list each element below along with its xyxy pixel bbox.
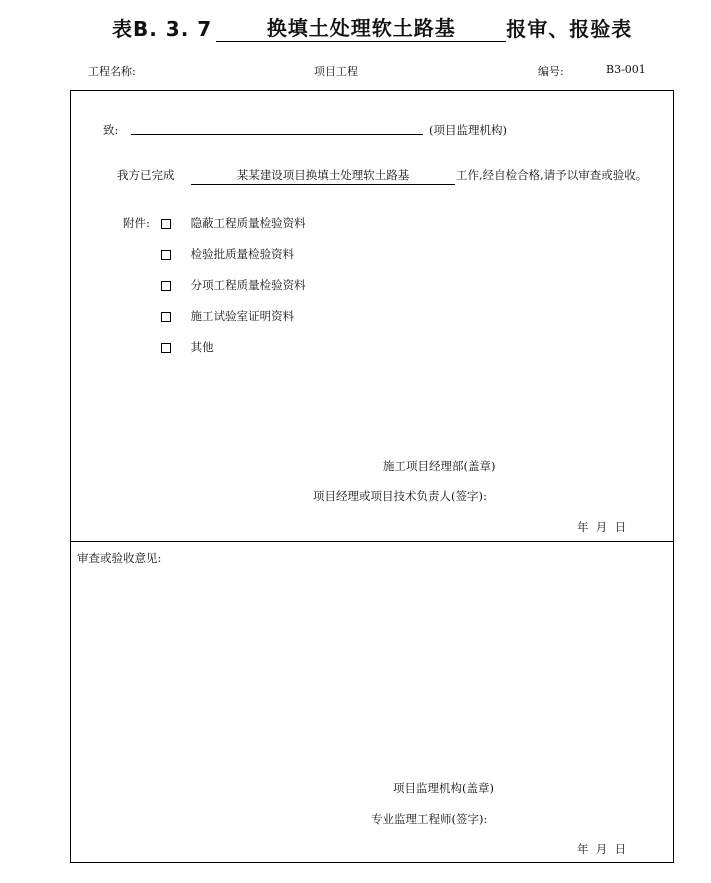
opinion-label: 审查或验收意见: <box>77 551 162 565</box>
supervisor-date: 年 月 日 <box>577 842 627 856</box>
attachment-item-label: 隐蔽工程质量检验资料 <box>190 216 306 230</box>
supervisor-org: 项目监理机构(盖章) <box>393 781 494 795</box>
to-underline[interactable] <box>131 134 423 135</box>
attachment-item[interactable] <box>161 339 214 355</box>
form-title <box>112 12 632 42</box>
form-box <box>70 90 674 863</box>
attachment-item[interactable] <box>161 308 294 324</box>
attachment-item-label: 施工试验室证明资料 <box>190 309 295 323</box>
completed-work: 某某建设项目换填土处理软土路基 <box>191 167 455 185</box>
number-label: 编号: <box>538 65 564 78</box>
completed-suffix: 工作,经自检合格,请予以审查或验收。 <box>456 168 648 182</box>
checkbox-icon[interactable] <box>161 343 171 353</box>
checkbox-icon[interactable] <box>161 219 171 229</box>
attachment-item[interactable] <box>161 246 294 262</box>
project-label: 工程名称: <box>88 65 136 78</box>
contractor-dept: 施工项目经理部(盖章) <box>383 459 496 473</box>
project-value: 项目工程 <box>314 65 358 78</box>
to-suffix: (项目监理机构) <box>429 123 507 137</box>
title-suffix: 报审、报验表 <box>506 17 633 41</box>
number-value: B3-001 <box>606 63 646 76</box>
attachment-label: 附件: <box>123 216 150 230</box>
attachment-item-label: 分项工程质量检验资料 <box>190 278 306 292</box>
checkbox-icon[interactable] <box>161 281 171 291</box>
contractor-date: 年 月 日 <box>577 520 627 534</box>
attachment-item-label: 其他 <box>190 340 214 354</box>
attachment-item-label: 检验批质量检验资料 <box>190 247 295 261</box>
checkbox-icon[interactable] <box>161 250 171 260</box>
checkbox-icon[interactable] <box>161 312 171 322</box>
attachment-item[interactable] <box>161 277 306 293</box>
attachment-item[interactable] <box>161 215 306 231</box>
completed-prefix: 我方已完成 <box>117 168 175 182</box>
contractor-sign: 项目经理或项目技术负责人(签字): <box>313 489 487 503</box>
section-divider <box>71 541 673 542</box>
to-label: 致: <box>103 123 119 137</box>
supervisor-sign: 专业监理工程师(签字): <box>371 812 488 826</box>
title-subject: 换填土处理软土路基 <box>216 12 506 42</box>
title-prefix: 表B. 3. 7 <box>112 17 213 41</box>
